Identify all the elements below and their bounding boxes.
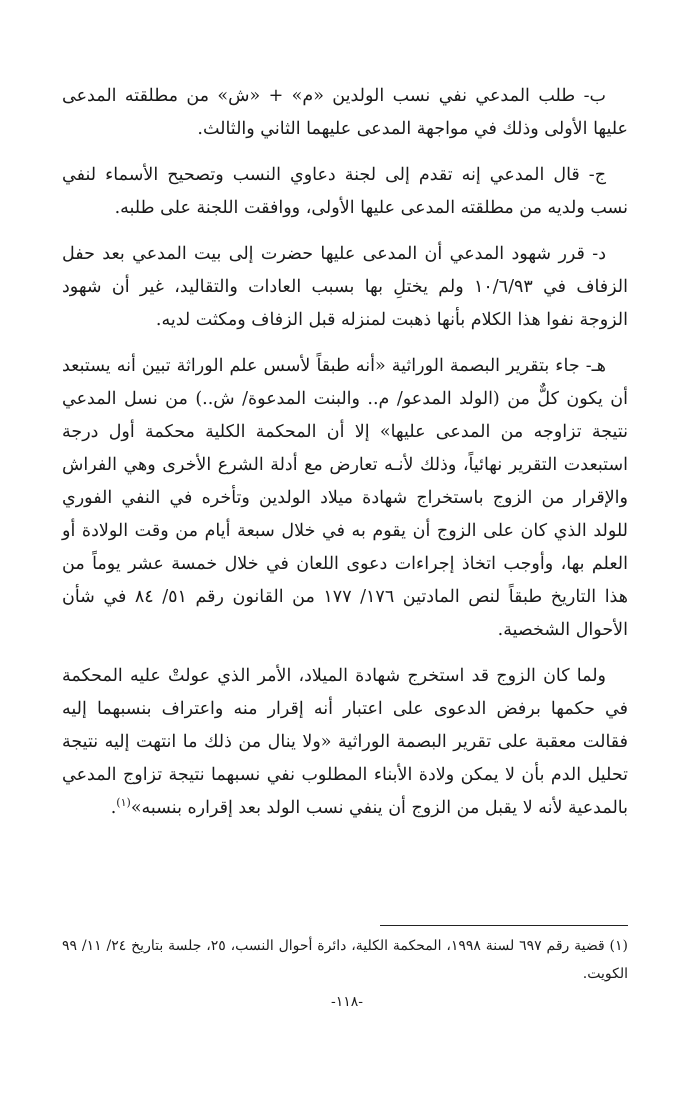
footnote-reference-mark: (١) xyxy=(116,796,131,810)
body-text xyxy=(62,80,628,838)
footnote-area xyxy=(62,932,628,988)
paragraph-d: د- قرر شهود المدعي أن المدعى عليها حضرت إلى بيت المدعي بعد حفل الزفاف في ١٠/٦/٩٣ ولم يختلِ بها بسبب العادات والتقاليد، غير أن شهود الزوجة نفوا هذا الكلام بأنها ذهبت لمنزله قبل الزفاف ومكثت لديه. xyxy=(62,244,629,330)
paragraph-conclusion-text: ولما كان الزوج قد استخرج شهادة الميلاد، الأمر الذي عولتْ عليه المحكمة في حكمها برفض الدعوى على اعتبار أنه إقرار منه واعتراف بنسبهما إليه فقالت معقبة على تقرير البصمة الوراثية «ولا ينال من ذلك ما انتهت إليه نتيجة تحليل الدم بأن لا يمكن ولادة الأبناء المطلوب نفي نسبهما نتيجة تزاوج المدعي بالمدعية لأنه لا يقبل من الزوج أن ينفي نسب الولد بعد إقراره بنسبه» xyxy=(62,666,628,818)
paragraph-conclusion-end: . xyxy=(110,798,117,818)
paragraph-h: هـ- جاء بتقرير البصمة الوراثية «أنه طبقاً لأسس علم الوراثة تبين أنه يستبعد أن يكون كلٌّ من (الولد المدعو/ م.. والبنت المدعوة/ ش..) من نسل المدعي نتيجة تزاوجه من المدعى عليها» إلا أن المحكمة الكلية محكمة أول درجة استبعدت التقرير نهائياً، وذلك لأنـه تعارض مع أدلة الشرع الأخرى وهي الفراش والإقرار من الزوج باستخراج شهادة ميلاد الولدين وتأخره في النفي الفوري للولد الذي كان على الزوج أن يقوم به في خلال سبعة أيام من وقت الولادة أو العلم بها، وأوجب اتخاذ إجراءات دعوى اللعان في خلال خمسة عشر يوماً من هذا التاريخ طبقاً لنص المادتين ١٧٦/ ١٧٧ من القانون رقم ٥١/ ٨٤ في شأن الأحوال الشخصية. xyxy=(62,356,628,640)
paragraph-conclusion xyxy=(62,660,628,825)
paragraph-b: ب- طلب المدعي نفي نسب الولدين «م» + «ش» من مطلقته المدعى عليها الأولى وذلك في مواجهة المدعى عليهما الثاني والثالث. xyxy=(62,86,628,139)
paragraph-j: ج- قال المدعي إنه تقدم إلى لجنة دعاوي النسب وتصحيح الأسماء لنفي نسب ولديه من مطلقته المدعى عليها الأولى، ووافقت اللجنة على طلبه. xyxy=(62,165,628,218)
footnote-text: (١) قضية رقم ٦٩٧ لسنة ١٩٩٨، المحكمة الكلية، دائرة أحوال النسب، ٢٥، جلسة بتاريخ ٢٤/ ١١/ ٩٩ الكويت. xyxy=(62,938,629,982)
page-number: -١١٨- xyxy=(330,994,364,1010)
footnote-divider xyxy=(380,925,628,926)
